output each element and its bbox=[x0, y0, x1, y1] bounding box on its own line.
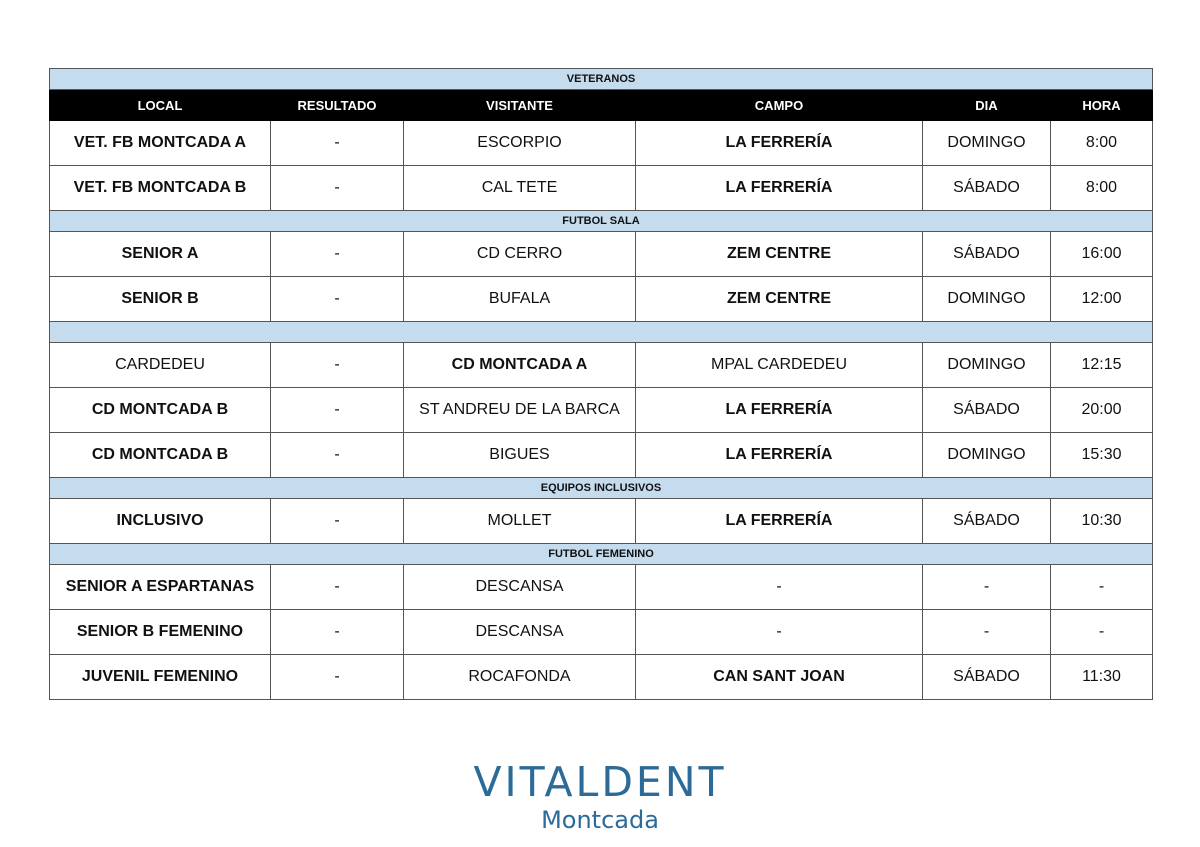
cell-dia: SÁBADO bbox=[923, 166, 1051, 211]
table-row bbox=[50, 565, 1153, 610]
cell-dia: DOMINGO bbox=[923, 121, 1051, 166]
cell-hora: - bbox=[1051, 610, 1153, 655]
cell-visitante: ESCORPIO bbox=[404, 121, 636, 166]
cell-hora: 8:00 bbox=[1051, 121, 1153, 166]
cell-campo: - bbox=[636, 565, 923, 610]
cell-hora: 11:30 bbox=[1051, 655, 1153, 700]
header-visitante: VISITANTE bbox=[404, 90, 636, 121]
cell-campo: LA FERRERÍA bbox=[636, 499, 923, 544]
header-local: LOCAL bbox=[50, 90, 271, 121]
cell-dia: DOMINGO bbox=[923, 277, 1051, 322]
cell-dia: DOMINGO bbox=[923, 343, 1051, 388]
cell-resultado: - bbox=[271, 433, 404, 478]
cell-local: CD MONTCADA B bbox=[50, 433, 271, 478]
cell-campo: - bbox=[636, 610, 923, 655]
cell-visitante: CD MONTCADA A bbox=[404, 343, 636, 388]
table-header bbox=[50, 90, 1153, 121]
cell-visitante: BUFALA bbox=[404, 277, 636, 322]
cell-hora: - bbox=[1051, 565, 1153, 610]
table-row bbox=[50, 655, 1153, 700]
cell-local: VET. FB MONTCADA A bbox=[50, 121, 271, 166]
cell-dia: - bbox=[923, 565, 1051, 610]
section-title: EQUIPOS INCLUSIVOS bbox=[50, 478, 1153, 499]
table-row bbox=[50, 166, 1153, 211]
cell-resultado: - bbox=[271, 388, 404, 433]
cell-resultado: - bbox=[271, 232, 404, 277]
cell-campo: LA FERRERÍA bbox=[636, 166, 923, 211]
cell-campo: LA FERRERÍA bbox=[636, 433, 923, 478]
cell-dia: DOMINGO bbox=[923, 433, 1051, 478]
section-futbol-sala bbox=[50, 211, 1153, 232]
header-campo: CAMPO bbox=[636, 90, 923, 121]
cell-visitante: CD CERRO bbox=[404, 232, 636, 277]
sponsor-city: Montcada bbox=[541, 806, 659, 834]
cell-hora: 10:30 bbox=[1051, 499, 1153, 544]
cell-local: SENIOR B bbox=[50, 277, 271, 322]
cell-campo: LA FERRERÍA bbox=[636, 388, 923, 433]
section-title: FUTBOL SALA bbox=[50, 211, 1153, 232]
cell-hora: 12:15 bbox=[1051, 343, 1153, 388]
cell-local: SENIOR A bbox=[50, 232, 271, 277]
cell-resultado: - bbox=[271, 121, 404, 166]
section-veteranos bbox=[50, 69, 1153, 90]
section-title: VETERANOS bbox=[50, 69, 1153, 90]
header-dia: DIA bbox=[923, 90, 1051, 121]
cell-dia: SÁBADO bbox=[923, 499, 1051, 544]
cell-visitante: DESCANSA bbox=[404, 565, 636, 610]
table-row bbox=[50, 277, 1153, 322]
cell-hora: 8:00 bbox=[1051, 166, 1153, 211]
cell-hora: 16:00 bbox=[1051, 232, 1153, 277]
cell-visitante: BIGUES bbox=[404, 433, 636, 478]
cell-local: INCLUSIVO bbox=[50, 499, 271, 544]
header-hora: HORA bbox=[1051, 90, 1153, 121]
cell-resultado: - bbox=[271, 277, 404, 322]
cell-resultado: - bbox=[271, 343, 404, 388]
cell-resultado: - bbox=[271, 565, 404, 610]
section-femenino bbox=[50, 544, 1153, 565]
table-row bbox=[50, 433, 1153, 478]
cell-campo: ZEM CENTRE bbox=[636, 232, 923, 277]
section-inclusivos bbox=[50, 478, 1153, 499]
cell-campo: LA FERRERÍA bbox=[636, 121, 923, 166]
table-row bbox=[50, 343, 1153, 388]
cell-dia: SÁBADO bbox=[923, 388, 1051, 433]
fixtures-table bbox=[49, 68, 1153, 700]
section-title bbox=[50, 322, 1153, 343]
cell-visitante: ROCAFONDA bbox=[404, 655, 636, 700]
section-title: FUTBOL FEMENINO bbox=[50, 544, 1153, 565]
cell-resultado: - bbox=[271, 610, 404, 655]
cell-local: VET. FB MONTCADA B bbox=[50, 166, 271, 211]
sponsor-logo bbox=[0, 758, 1200, 834]
table-row bbox=[50, 610, 1153, 655]
cell-local: JUVENIL FEMENINO bbox=[50, 655, 271, 700]
cell-dia: SÁBADO bbox=[923, 232, 1051, 277]
table-row bbox=[50, 232, 1153, 277]
cell-resultado: - bbox=[271, 166, 404, 211]
cell-campo: CAN SANT JOAN bbox=[636, 655, 923, 700]
cell-hora: 15:30 bbox=[1051, 433, 1153, 478]
cell-visitante: DESCANSA bbox=[404, 610, 636, 655]
cell-hora: 20:00 bbox=[1051, 388, 1153, 433]
cell-dia: - bbox=[923, 610, 1051, 655]
table-row bbox=[50, 499, 1153, 544]
cell-visitante: MOLLET bbox=[404, 499, 636, 544]
cell-local: SENIOR A ESPARTANAS bbox=[50, 565, 271, 610]
cell-resultado: - bbox=[271, 655, 404, 700]
cell-visitante: CAL TETE bbox=[404, 166, 636, 211]
table-row bbox=[50, 121, 1153, 166]
cell-dia: SÁBADO bbox=[923, 655, 1051, 700]
cell-hora: 12:00 bbox=[1051, 277, 1153, 322]
cell-resultado: - bbox=[271, 499, 404, 544]
sponsor-brand: VITALDENT bbox=[473, 758, 727, 806]
header-resultado: RESULTADO bbox=[271, 90, 404, 121]
cell-local: CARDEDEU bbox=[50, 343, 271, 388]
cell-campo: ZEM CENTRE bbox=[636, 277, 923, 322]
section-blank bbox=[50, 322, 1153, 343]
cell-visitante: ST ANDREU DE LA BARCA bbox=[404, 388, 636, 433]
cell-campo: MPAL CARDEDEU bbox=[636, 343, 923, 388]
cell-local: SENIOR B FEMENINO bbox=[50, 610, 271, 655]
cell-local: CD MONTCADA B bbox=[50, 388, 271, 433]
table-row bbox=[50, 388, 1153, 433]
